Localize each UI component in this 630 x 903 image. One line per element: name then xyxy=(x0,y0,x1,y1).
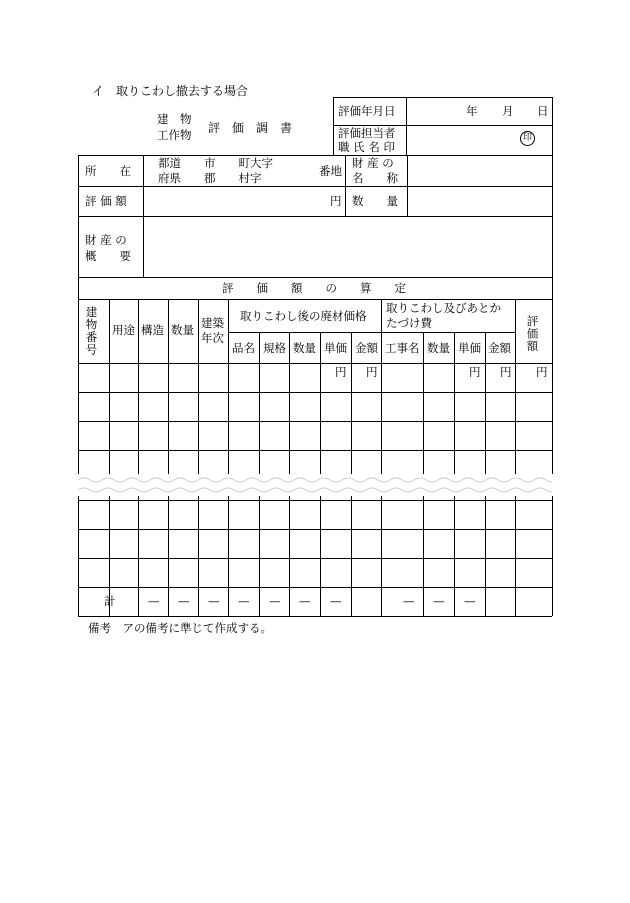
table-line-row3 xyxy=(78,450,552,451)
date-day: 日 xyxy=(537,104,549,118)
sub-quantity: 数量 xyxy=(293,341,316,355)
header-box-divider xyxy=(406,97,407,155)
table-left-border xyxy=(78,155,79,616)
col-line-14 xyxy=(515,299,516,616)
table-line-row7 xyxy=(78,587,552,588)
table-line-calc xyxy=(78,299,552,300)
col-line-5 xyxy=(228,299,229,616)
date-month: 月 xyxy=(502,104,514,118)
total-dash-build-year: — xyxy=(208,594,220,608)
eval-amount-yen: 円 xyxy=(330,194,342,208)
table-line-eval xyxy=(78,216,552,217)
total-dash-quantity: — xyxy=(178,594,190,608)
table-line-summary xyxy=(78,277,552,278)
label-col-divider xyxy=(143,155,144,277)
table-line-row1 xyxy=(78,392,552,393)
table-line-row2 xyxy=(78,421,552,422)
table-right-border xyxy=(552,155,553,616)
doc-type-line-1: 建 物 xyxy=(157,112,192,126)
group-demolition-1: 取りこわし及びあとか xyxy=(386,301,501,315)
total-dash-structure: — xyxy=(148,594,160,608)
seal-icon: 印 xyxy=(520,131,535,146)
header-box-right xyxy=(552,97,553,155)
property-name-label-1: 財 産 の xyxy=(352,156,394,170)
total-dash-unit2: — xyxy=(433,594,445,608)
total-label: 計 xyxy=(104,594,116,608)
sub-item-name: 品名 xyxy=(232,341,255,355)
group-demolition-2: たづけ費 xyxy=(386,316,432,330)
table-line-colhead xyxy=(78,363,552,364)
total-dash-qty: — xyxy=(299,594,311,608)
col-quantity: 数量 xyxy=(171,323,194,337)
col-build-year-1: 建築 xyxy=(201,316,224,330)
col-build-year-2: 年次 xyxy=(201,331,224,345)
form-note: 備考 アの備考に準じて作成する。 xyxy=(88,621,272,635)
sub-amount: 金額 xyxy=(355,341,378,355)
sub-unit-price: 単価 xyxy=(324,341,347,355)
col-line-3 xyxy=(168,299,169,616)
row1-eval-yen: 円 xyxy=(536,365,548,379)
form-heading: イ 取りこわし撤去する場合 xyxy=(92,84,249,98)
col-line-4 xyxy=(198,299,199,616)
location-label: 所 在 xyxy=(85,164,131,178)
page-break-wave-bottom xyxy=(78,486,552,496)
row1-unit-price-yen: 円 xyxy=(335,365,347,379)
prefecture-line-2: 府県 郡 村字 xyxy=(158,171,262,185)
table-line-bottom xyxy=(78,616,552,617)
sub-quantity-2: 数量 xyxy=(427,341,450,355)
name-label-right xyxy=(407,155,408,216)
eval-date-label: 評価年月日 xyxy=(338,104,396,118)
property-name-label-2: 名 称 xyxy=(352,171,398,185)
total-dash-qty2: — xyxy=(403,594,415,608)
group-underline xyxy=(228,332,515,333)
page-break-wave-top xyxy=(78,474,552,484)
col-use: 用途 xyxy=(112,323,135,337)
total-dash-amount2: — xyxy=(464,594,476,608)
summary-label-1: 財 産 の xyxy=(85,233,127,247)
table-line-row4 xyxy=(78,500,552,501)
header-box-left xyxy=(333,97,334,155)
table-line-top xyxy=(78,155,552,156)
col-eval-amount: 評価額 xyxy=(525,315,540,353)
sub-unit-price-2: 単価 xyxy=(458,341,481,355)
name-label-left xyxy=(345,155,346,216)
sub-amount-2: 金額 xyxy=(488,341,511,355)
col-building-no: 建物番号 xyxy=(84,306,99,356)
doc-title: 評 価 調 書 xyxy=(208,121,293,135)
eval-person-label-2: 職 氏 名 印 xyxy=(338,140,395,154)
group-scrap-value: 取りこわし後の廃材価格 xyxy=(240,309,367,323)
sub-work-name: 工事名 xyxy=(385,341,420,355)
table-line-location xyxy=(78,186,552,187)
calc-section-title: 評 価 額 の 算 定 xyxy=(222,281,406,295)
prefecture-line-1: 都道 市 町大字 xyxy=(158,156,273,170)
table-line-row5 xyxy=(78,529,552,530)
quantity-label: 数 量 xyxy=(352,194,398,208)
col-line-1 xyxy=(109,299,110,616)
header-box-top xyxy=(333,97,552,98)
total-dash-item: — xyxy=(238,594,250,608)
banchi-label: 番地 xyxy=(319,164,342,178)
doc-type-line-2: 工作物 xyxy=(157,128,192,142)
row1-amount2-yen: 円 xyxy=(500,365,512,379)
date-year: 年 xyxy=(466,104,478,118)
col-line-10 xyxy=(381,299,382,616)
col-line-2 xyxy=(138,299,139,616)
eval-person-label-1: 評価担当者 xyxy=(338,126,396,140)
table-line-row6 xyxy=(78,558,552,559)
total-dash-spec: — xyxy=(269,594,281,608)
col-structure: 構造 xyxy=(141,323,164,337)
eval-amount-label: 評 価 額 xyxy=(85,194,127,208)
row1-unit-price2-yen: 円 xyxy=(469,365,481,379)
total-dash-unit: — xyxy=(330,594,342,608)
row1-amount-yen: 円 xyxy=(366,365,378,379)
sub-spec: 規格 xyxy=(263,341,286,355)
summary-label-2: 概 要 xyxy=(85,249,131,263)
